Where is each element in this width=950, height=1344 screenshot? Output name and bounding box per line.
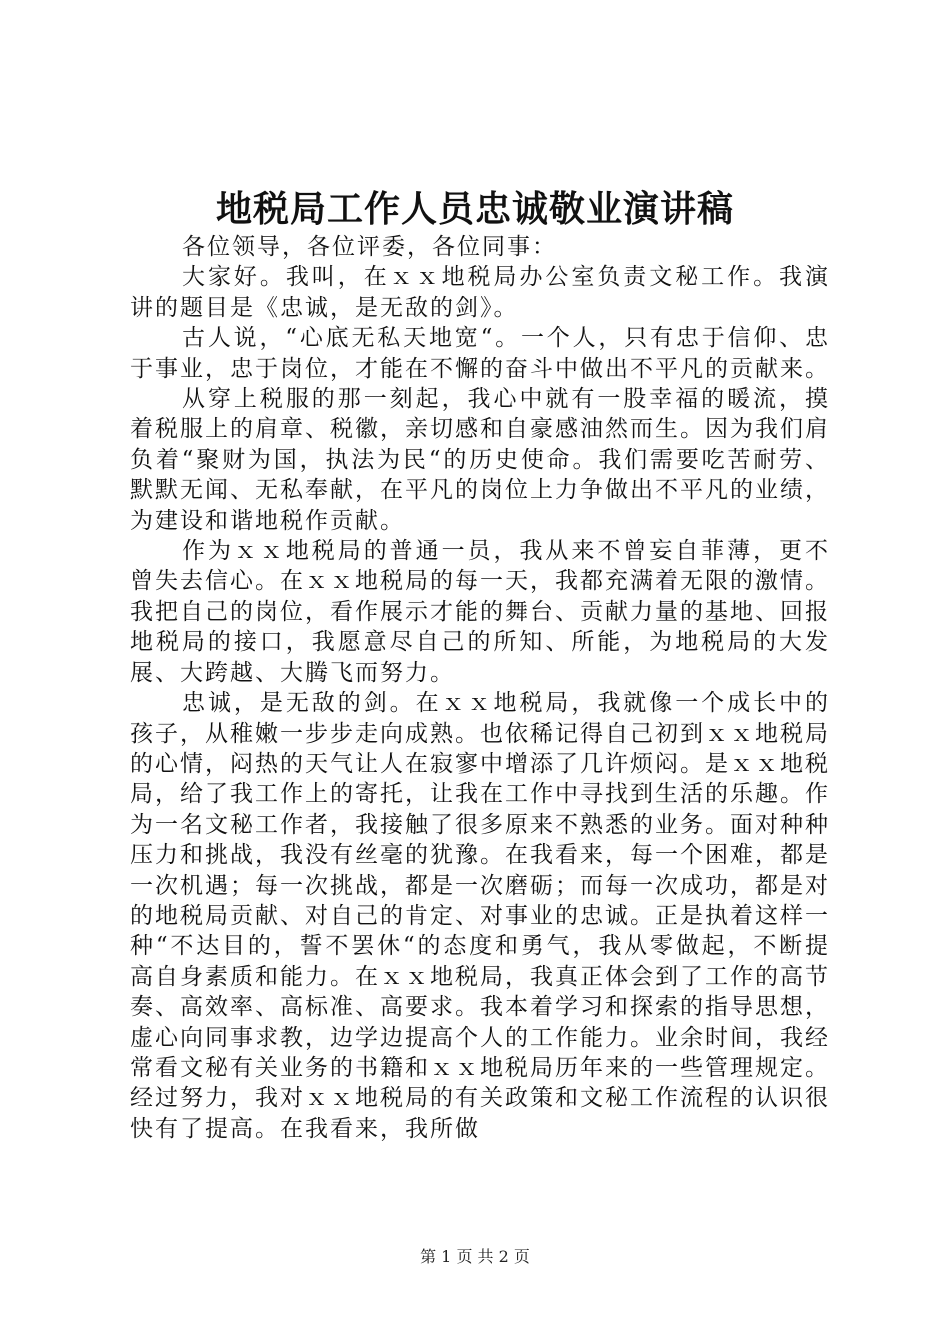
document-title: 地税局工作人员忠诚敬业演讲稿 bbox=[215, 188, 734, 230]
paragraph-loyalty: 忠诚，是无敌的剑。在ｘｘ地税局，我就像一个成长中的孩子，从稚嫩一步步走向成熟。也依稀记得自己初到ｘｘ地税局的心情，闷热的天气让人在寂寥中增添了几许烦闷。是ｘｘ地税局，给了我工作上的寄托，让我在工作中寻找到生活的乐趣。作为一名文秘工作者，我接触了很多原来不熟悉的业务。面对种种压力和挑战，我没有丝毫的犹豫。在我看来，每一个困难，都是一次机遇；每一次挑战，都是一次磨砺；而每一次成功，都是对的地税局贡献、对自己的肯定、对事业的忠诚。正是执着这样一种“不达目的，誓不罢休“的态度和勇气，我从零做起，不断提高自身素质和能力。在ｘｘ地税局，我真正体会到了工作的高节奏、高效率、高标准、高要求。我本着学习和探索的指导思想，虚心向同事求教，边学边提高个人的工作能力。业余时间，我经常看文秘有关业务的书籍和ｘｘ地税局历年来的一些管理规定。经过努力，我对ｘｘ地税局的有关政策和文秘工作流程的认识很快有了提高。在我看来，我所做 bbox=[130, 690, 830, 1142]
page-footer: 第 1 页 共 2 页 bbox=[420, 1247, 530, 1266]
paragraph-introduction: 大家好。我叫，在ｘｘ地税局办公室负责文秘工作。我演讲的题目是《忠诚，是无敌的剑》。 bbox=[130, 264, 830, 321]
document-body bbox=[130, 232, 830, 1144]
paragraph-salutation: 各位领导，各位评委，各位同事： bbox=[182, 234, 557, 260]
paragraph-ancient-saying: 古人说，“心底无私天地宽“。一个人，只有忠于信仰、忠于事业，忠于岗位，才能在不懈的奋斗中做出不平凡的贡献来。 bbox=[130, 325, 830, 382]
paragraph-ordinary-member: 作为ｘｘ地税局的普通一员，我从来不曾妄自菲薄，更不曾失去信心。在ｘｘ地税局的每一天，我都充满着无限的激情。我把自己的岗位，看作展示才能的舞台、贡献力量的基地、回报地税局的接口，我愿意尽自己的所知、所能，为地税局的大发展、大跨越、大腾飞而努力。 bbox=[130, 538, 830, 686]
paragraph-tax-uniform: 从穿上税服的那一刻起，我心中就有一股幸福的暖流，摸着税服上的肩章、税徽，亲切感和自豪感油然而生。因为我们肩负着“聚财为国，执法为民“的历史使命。我们需要吃苦耐劳、默默无闻、无私奉献，在平凡的岗位上力争做出不平凡的业绩，为建设和谐地税作贡献。 bbox=[130, 386, 830, 534]
